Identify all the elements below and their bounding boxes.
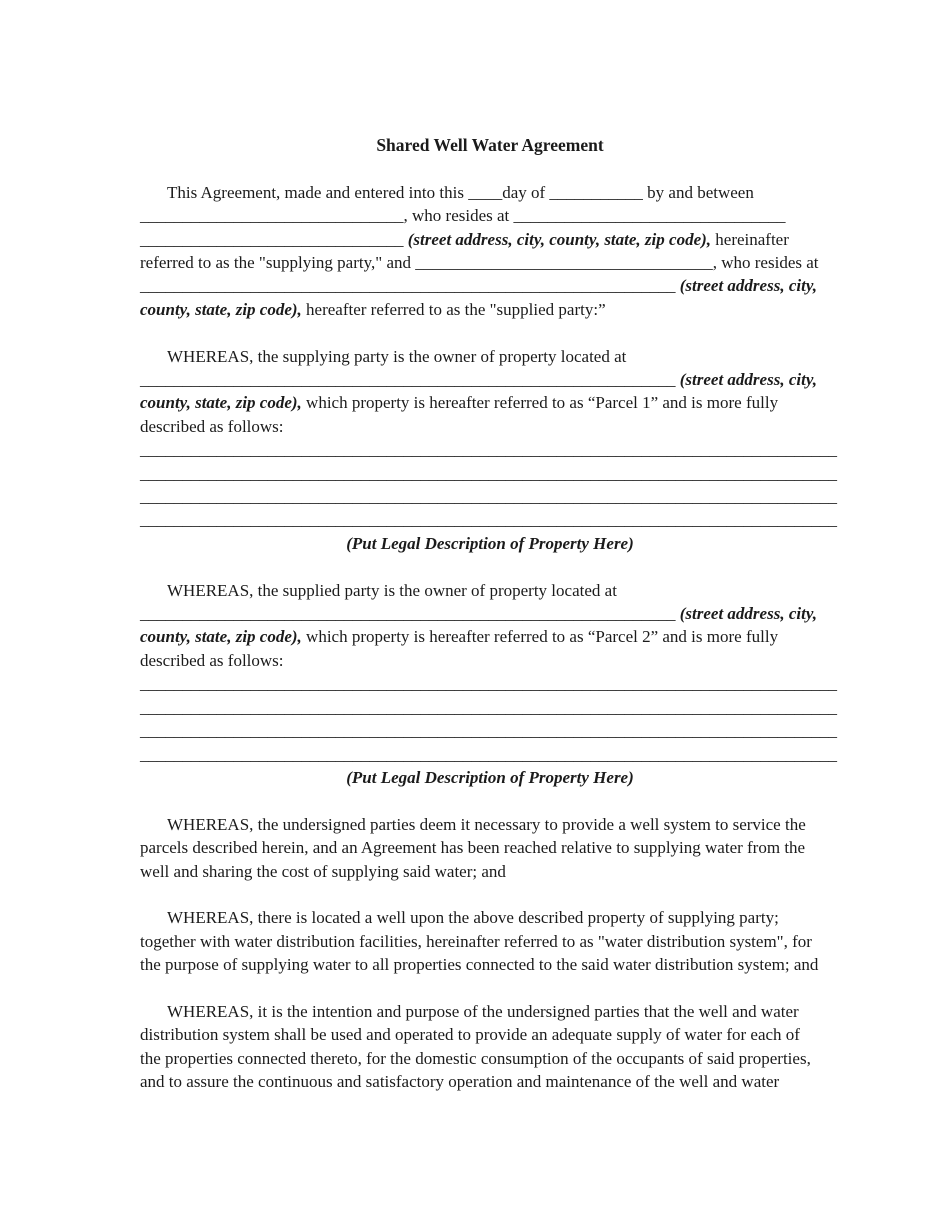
text-run: __________________________________________________________________________________ xyxy=(140,674,837,694)
parcel1-caption xyxy=(140,532,840,555)
text-line xyxy=(140,836,840,859)
text-run: together with water distribution facilities, hereinafter referred to as "water distribution system", for xyxy=(140,931,812,951)
text-run: described as follows: xyxy=(140,650,284,670)
text-line xyxy=(140,298,840,321)
parcel2-caption xyxy=(140,766,840,789)
document-body xyxy=(140,181,840,1094)
emphasis-run: (Put Legal Description of Property Here) xyxy=(346,533,634,553)
text-line xyxy=(140,1047,840,1070)
blank-field-line xyxy=(140,672,840,695)
text-run: __________________________________________________________________________________ xyxy=(140,440,837,460)
blank-field-line xyxy=(140,508,840,531)
blank-field-line xyxy=(140,719,840,742)
parcel2-blank-lines xyxy=(140,672,840,766)
legal-description-caption xyxy=(140,532,840,555)
text-line xyxy=(140,368,840,391)
legal-description-caption xyxy=(140,766,840,789)
parcel1-blank-lines xyxy=(140,438,840,532)
text-run: _______________________________ xyxy=(140,229,408,249)
text-run: _______________________________________________________________ xyxy=(140,276,680,296)
text-run: _______________________________________________________________ xyxy=(140,370,680,390)
text-run: described as follows: xyxy=(140,416,284,436)
text-line xyxy=(140,1000,840,1023)
text-line xyxy=(140,860,840,883)
text-run: WHEREAS, there is located a well upon the above described property of supplying party; xyxy=(167,908,779,928)
whereas-intention-paragraph xyxy=(140,1000,840,1094)
text-line xyxy=(140,1070,840,1093)
text-line xyxy=(140,274,840,297)
blank-field-line xyxy=(140,485,840,508)
text-run: WHEREAS, it is the intention and purpose of the undersigned parties that the well and water xyxy=(167,1001,799,1021)
whereas-parcel1-paragraph xyxy=(140,345,840,439)
blank-field-line xyxy=(140,696,840,719)
text-line xyxy=(140,579,840,602)
blank-field-line xyxy=(140,438,840,461)
whereas-parcel2-paragraph xyxy=(140,579,840,673)
text-run: well and sharing the cost of supplying said water; and xyxy=(140,861,506,881)
text-run: the properties connected thereto, for the domestic consumption of the occupants of said properties, xyxy=(140,1048,811,1068)
emphasis-run: county, state, zip code), xyxy=(140,299,302,319)
text-run: This Agreement, made and entered into this ____day of ___________ by and between xyxy=(167,182,754,202)
text-run: referred to as the "supplying party," and ___________________________________, who resides at xyxy=(140,253,819,273)
text-run: _______________________________________________________________ xyxy=(140,604,680,624)
text-line xyxy=(140,204,840,227)
text-line xyxy=(140,906,840,929)
text-run: __________________________________________________________________________________ xyxy=(140,510,837,530)
emphasis-run: (Put Legal Description of Property Here) xyxy=(346,767,634,787)
text-run: which property is hereafter referred to as “Parcel 1” and is more fully xyxy=(301,393,779,413)
intro-paragraph xyxy=(140,181,840,321)
text-run: the purpose of supplying water to all properties connected to the said water distribution system; and xyxy=(140,955,819,975)
blank-field-line xyxy=(140,462,840,485)
whereas-well-system-paragraph xyxy=(140,813,840,883)
text-run: hereafter referred to as the "supplied party:” xyxy=(301,299,606,319)
emphasis-run: (street address, city, xyxy=(679,276,817,296)
text-run: WHEREAS, the undersigned parties deem it necessary to provide a well system to service the xyxy=(167,814,806,834)
text-line xyxy=(140,649,840,672)
text-run: __________________________________________________________________________________ xyxy=(140,463,837,483)
text-run: WHEREAS, the supplied party is the owner of property located at xyxy=(167,580,617,600)
document-title: Shared Well Water Agreement xyxy=(376,135,604,155)
text-run: distribution system shall be used and operated to provide an adequate supply of water for each of xyxy=(140,1025,800,1045)
text-run: which property is hereafter referred to as “Parcel 2” and is more fully xyxy=(301,627,779,647)
text-run: __________________________________________________________________________________ xyxy=(140,697,837,717)
text-run: WHEREAS, the supplying party is the owner of property located at xyxy=(167,346,627,366)
text-line xyxy=(140,602,840,625)
text-line xyxy=(140,930,840,953)
text-run: hereinafter xyxy=(711,229,789,249)
text-run: __________________________________________________________________________________ xyxy=(140,487,837,507)
text-run: __________________________________________________________________________________ xyxy=(140,721,837,741)
text-line xyxy=(140,625,840,648)
text-line xyxy=(140,415,840,438)
text-run: parcels described herein, and an Agreement has been reached relative to supplying water from the xyxy=(140,838,806,858)
text-run: __________________________________________________________________________________ xyxy=(140,744,837,764)
text-line xyxy=(140,345,840,368)
text-line xyxy=(140,181,840,204)
text-line xyxy=(140,228,840,251)
text-line xyxy=(140,251,840,274)
text-line xyxy=(140,1023,840,1046)
text-run: _______________________________, who resides at ________________________________ xyxy=(140,206,786,226)
whereas-well-located-paragraph xyxy=(140,906,840,976)
emphasis-run: (street address, city, county, state, zip code), xyxy=(407,229,712,249)
blank-field-line xyxy=(140,743,840,766)
emphasis-run: (street address, city, xyxy=(679,604,817,624)
text-line xyxy=(140,953,840,976)
emphasis-run: county, state, zip code), xyxy=(140,627,302,647)
text-line xyxy=(140,813,840,836)
text-line xyxy=(140,391,840,414)
emphasis-run: county, state, zip code), xyxy=(140,393,302,413)
text-run: and to assure the continuous and satisfactory operation and maintenance of the well and water xyxy=(140,1072,780,1092)
emphasis-run: (street address, city, xyxy=(679,370,817,390)
document-content xyxy=(140,134,840,1094)
